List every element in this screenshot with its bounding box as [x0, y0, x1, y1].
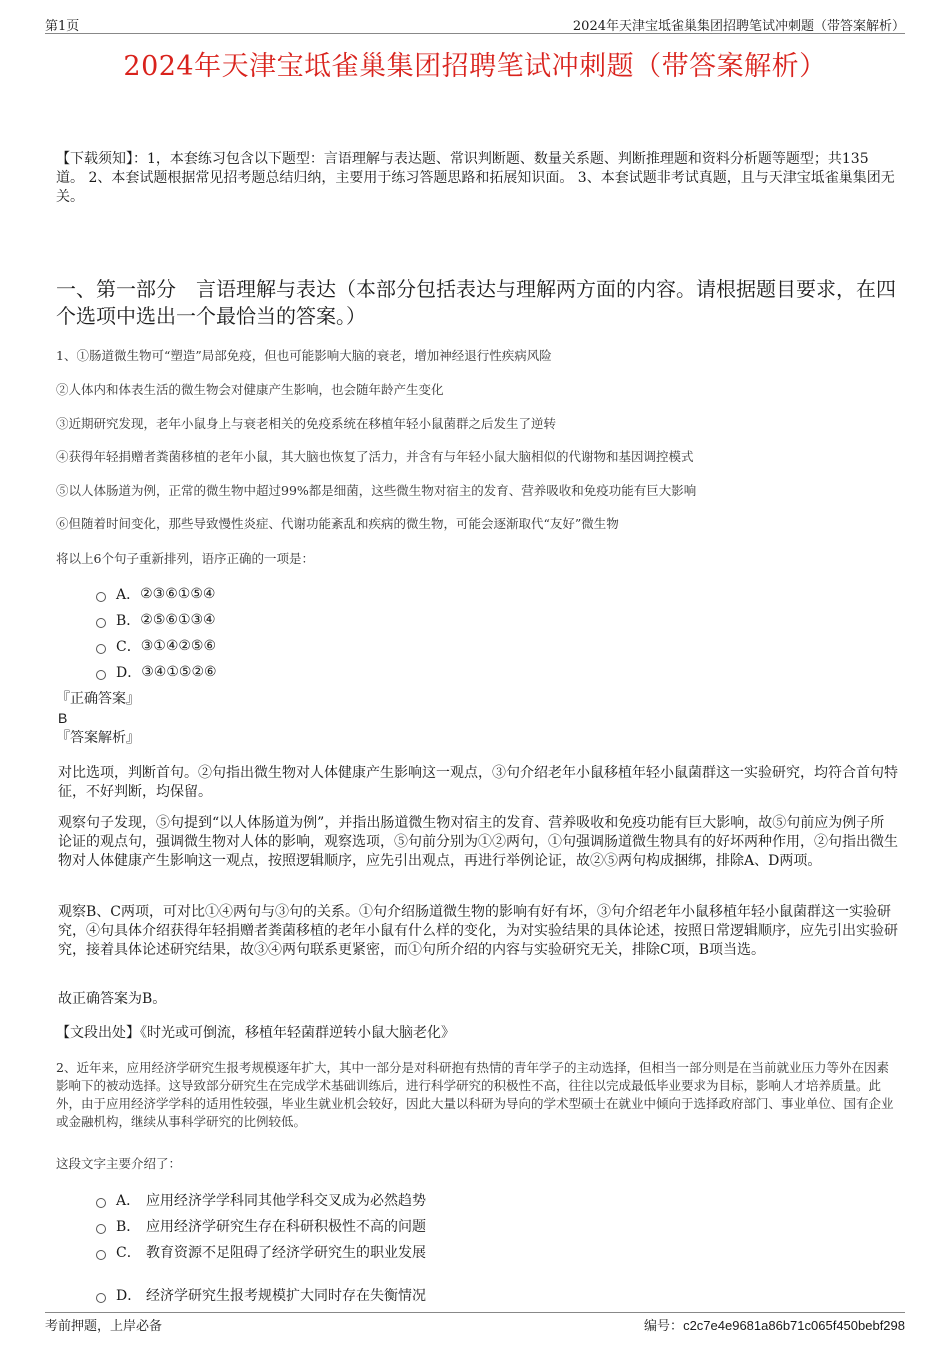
radio-icon[interactable]: [96, 1224, 106, 1234]
radio-icon[interactable]: [96, 618, 106, 628]
answer-value: B: [58, 710, 68, 726]
footer-code-value: c2c7e4e9681a86b71c065f450bebf298: [683, 1318, 905, 1333]
q2-option-a[interactable]: [96, 1190, 426, 1210]
analysis-paragraph-2: 观察句子发现，⑤句提到“以人体肠道为例”，并指出肠道微生物对宿主的发育、营养吸收和免疫功能有巨大影响，故⑤句前应为例子所论证的观点句，强调微生物对人体的影响，观察选项，⑤句前分别为①②两句，①句强调肠道微生物具有的好坏两种作用，②句指出微生物对人体健康产生影响这一观点，按照逻辑顺序，应先引出观点，再进行举例论证，故②⑤两句构成捆绑，排除A、D两项。: [58, 815, 898, 869]
option-letter: C．: [116, 1245, 141, 1261]
q2-option-b[interactable]: [96, 1216, 426, 1236]
analysis-label: 『答案解析』: [56, 730, 140, 746]
footer-code-label: 编号：: [644, 1319, 684, 1334]
q1-sentence-2: ②人体内和体表生活的微生物会对健康产生影响，也会随年龄产生变化: [56, 382, 444, 397]
option-text: 应用经济学学科同其他学科交叉成为必然趋势: [146, 1193, 426, 1209]
q1-sentence-4: ④获得年轻捐赠者粪菌移植的老年小鼠，其大脑也恢复了活力，并含有与年轻小鼠大脑相似的代谢物和基因调控模式: [56, 449, 694, 464]
q2-option-d[interactable]: [96, 1285, 426, 1305]
option-text: 经济学研究生报考规模扩大同时存在失衡情况: [146, 1288, 426, 1304]
source-citation: 【文段出处】《时光或可倒流，移植年轻菌群逆转小鼠大脑老化》: [56, 1025, 455, 1041]
running-title: 2024年天津宝坻雀巢集团招聘笔试冲刺题（带答案解析）: [572, 19, 905, 34]
q1-option-b[interactable]: [96, 610, 216, 630]
page-number: 第1页: [45, 19, 80, 34]
option-letter: B．: [116, 1219, 141, 1235]
q1-sentence-6: ⑥但随着时间变化，那些导致慢性炎症、代谢功能紊乱和疾病的微生物，可能会逐渐取代“友好”微生物: [56, 516, 619, 531]
q1-option-c[interactable]: [96, 636, 216, 656]
footer-divider: [45, 1312, 905, 1313]
radio-icon[interactable]: [96, 644, 106, 654]
q1-sentence-1: 1、①肠道微生物可“塑造”局部免疫，但也可能影响大脑的衰老，增加神经退行性疾病风险: [56, 348, 552, 363]
q2-passage: 2、近年来，应用经济学研究生报考规模逐年扩大，其中一部分是对科研抱有热情的青年学子的主动选择，但相当一部分则是在当前就业压力等外在因素影响下的被动选择。这导致部分研究生在完成学术基础训练后，进行科学研究的积极性不高，往往以完成最低毕业要求为目标，影响人才培养质量。此外，由于应用经济学学科的适用性较强，毕业生就业机会较好，因此大量以科研为导向的学术型硕士在就业中倾向于选择政府部门、事业单位、国有企业或金融机构，继续从事科学研究的比例较低。: [56, 1060, 894, 1129]
radio-icon[interactable]: [96, 592, 106, 602]
radio-icon[interactable]: [96, 1198, 106, 1208]
option-letter: D．: [116, 665, 142, 681]
q2-option-c[interactable]: [96, 1242, 426, 1262]
answer-label: 『正确答案』: [56, 691, 140, 707]
footer-code: [644, 1315, 905, 1334]
document-title: 2024年天津宝坻雀巢集团招聘笔试冲刺题（带答案解析）: [123, 51, 827, 82]
footer-slogan: 考前押题，上岸必备: [45, 1319, 163, 1334]
option-text: ③①④②⑤⑥: [140, 638, 217, 654]
radio-icon[interactable]: [96, 1293, 106, 1303]
option-text: ②⑤⑥①③④: [140, 612, 216, 628]
analysis-paragraph-1: 对比选项，判断首句。②句指出微生物对人体健康产生影响这一观点，③句介绍老年小鼠移植年轻小鼠菌群这一实验研究，均符合首句特征，不好判断，均保留。: [58, 765, 898, 800]
option-letter: A．: [116, 587, 141, 603]
download-notice: 【下载须知】：1，本套练习包含以下题型：言语理解与表达题、常识判断题、数量关系题、判断推理题和资料分析题等题型；共135道。 2、本套试题根据常见招考题总结归纳，主要用于练习答题思路和拓展知识面。 3、本套试题非考试真题，且与天津宝坻雀巢集团无关。: [56, 151, 895, 205]
q1-prompt: 将以上6个句子重新排列，语序正确的一项是：: [56, 551, 314, 566]
option-letter: C．: [116, 639, 141, 655]
option-text: ②③⑥①⑤④: [140, 586, 216, 602]
option-text: ③④①⑤②⑥: [141, 664, 217, 680]
q1-option-a[interactable]: [96, 584, 215, 604]
analysis-conclusion: 故正确答案为B。: [58, 991, 167, 1007]
section-heading: 一、第一部分 言语理解与表达（本部分包括表达与理解两方面的内容。请根据题目要求，在四个选项中选出一个最恰当的答案。）: [56, 277, 896, 328]
q1-sentence-5: ⑤以人体肠道为例，正常的微生物中超过99%都是细菌，这些微生物对宿主的发育、营养吸收和免疫功能有巨大影响: [56, 483, 697, 498]
q2-prompt: 这段文字主要介绍了：: [56, 1156, 182, 1171]
option-letter: A．: [116, 1193, 141, 1209]
analysis-paragraph-3: 观察B、C两项，可对比①④两句与③句的关系。①句介绍肠道微生物的影响有好有坏，③句介绍老年小鼠移植年轻小鼠菌群这一实验研究，④句具体介绍获得年轻捐赠者粪菌移植的老年小鼠有什么样的变化，为对实验结果的具体论述，按照日常逻辑顺序，应先引出实验研究，接着具体论述研究结果，故③④两句联系更紧密，而①句所介绍的内容与实验研究无关，排除C项，B项当选。: [58, 904, 898, 958]
option-text: 应用经济学研究生存在科研积极性不高的问题: [146, 1219, 426, 1235]
radio-icon[interactable]: [96, 670, 106, 680]
option-letter: B．: [116, 613, 141, 629]
q1-option-d[interactable]: [96, 662, 217, 682]
header-divider: [45, 33, 905, 34]
option-letter: D．: [116, 1288, 142, 1304]
option-text: 教育资源不足阻碍了经济学研究生的职业发展: [146, 1245, 426, 1261]
q1-sentence-3: ③近期研究发现，老年小鼠身上与衰老相关的免疫系统在移植年轻小鼠菌群之后发生了逆转: [56, 416, 557, 431]
radio-icon[interactable]: [96, 1250, 106, 1260]
